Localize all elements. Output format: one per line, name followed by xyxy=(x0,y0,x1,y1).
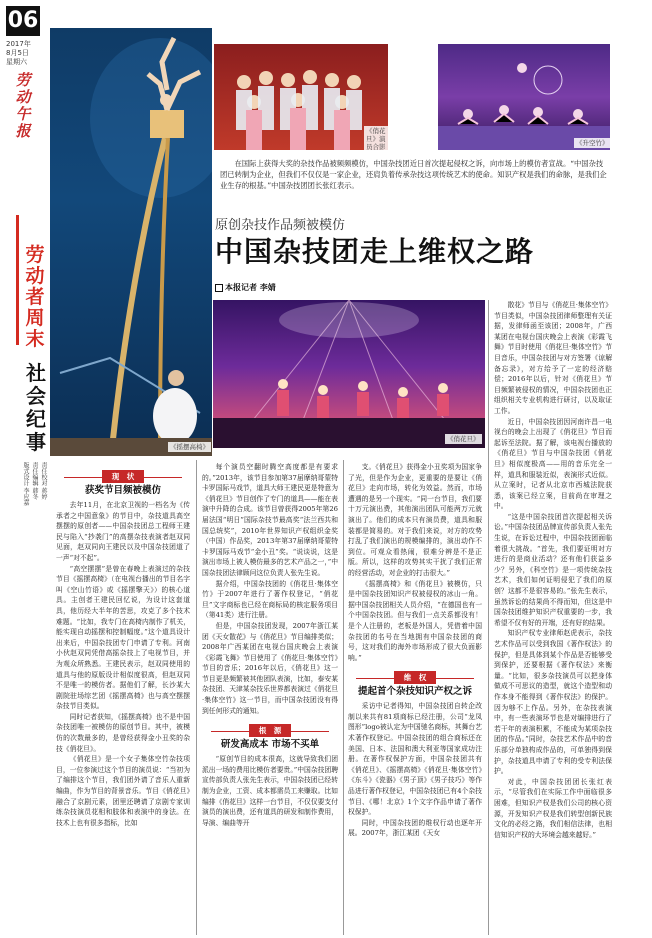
section-name-char: 事 xyxy=(26,430,46,454)
date-weekday: 星期六 xyxy=(6,58,27,66)
section-status xyxy=(56,464,190,497)
section-root-cause xyxy=(202,718,338,751)
column-title-char: 动 xyxy=(25,265,45,287)
column-divider xyxy=(488,300,489,935)
column-title-char: 劳 xyxy=(25,244,45,266)
byline-box-icon xyxy=(215,284,223,292)
column-3 xyxy=(348,462,482,839)
paragraph: 散花》节目与《俏花旦·集体空竹》节目类似，中国杂技团律师整理有关证据，发律师函至该团；2008年，广西某团在电视台国庆晚会上表演《彩霞飞舞》节目时使用《俏花旦·集体空竹》节目音乐，中国杂技团与对方签署《谅解备忘录》，对方给予了一定的经济赔偿；2016年以后，针对《俏花旦》节目频繁被侵权的情况，中国杂技团也正组织相关专业机构进行研讨，以及取证工作。 xyxy=(494,301,612,415)
paragraph: 《俏花旦》是一个女子集体空竹杂技项目，一位参演过这个节目的演员说：“当初为了编排这个节目，我们团外请了音乐人重新编曲，作为节目的背景音乐。节目《俏花旦》融合了京剧元素，团里还聘请了京剧专家训练杂技演员花相和肢体和表演中的身法。在技术上也有很多指标，比如 xyxy=(56,755,190,827)
section-title: 提起首个杂技知识产权之诉 xyxy=(357,686,472,698)
editor-credit: 版式设计 李应嘉 xyxy=(22,462,29,506)
date-year: 2017年 xyxy=(6,40,31,48)
kicker: 原创杂技作品频被模仿 xyxy=(215,218,346,233)
photo-performance xyxy=(213,300,485,448)
caption-performance: 《俏花旦》 xyxy=(447,435,480,443)
paragraph: 但是，中国杂技团发现，2007年浙江某团《天女散花》与《俏花旦》节目编排类似；2008年广西某团在电视台国庆晚会上表演《彩霞飞舞》节目使用了《俏花旦·集体空竹》节目的音乐；2016年以后，《俏花旦》这一节目更是频繁被其他团队表演，比如，泰安某杂技团、天津某杂技乐世界都表演过《俏花旦·集体空竹》这一节目，而中国杂技团没有得到任何形式的通知。 xyxy=(202,621,338,715)
editor-credit: 责任编辑 韩冬 xyxy=(31,462,38,500)
paragraph: 采访中记者得知，中国杂技团自转企改制以来共有81项商标已经注册，公司“龙凤图形”logo被认定为中国驰名商标，其舞台艺术著作权登记。中国杂技团的组合商标还在美国、日本、法国和澳大利亚等国家成功注册。在著作权保护方面，中国杂技团共有《俏花旦》、《摇摆高椅》《俏花旦·集体空竹》《东斗》《瓷器》《男子顶》《男子技巧》等作品进行著作权登记，中国杂技团已有4个杂技节目、《哪！北京》1个文字作品申请了著作权保护。 xyxy=(348,702,482,817)
column-divider xyxy=(343,460,344,935)
intro-paragraph: 在国际上获得大奖的杂技作品被频频模仿，中国杂技团近日首次提起侵权之诉，向市场上的模仿者宣战。“中国杂技团已转制为企业，但我们不仅仅是一家企业，还肩负着传承杂技这项传统艺术的使命。知识产权是我们的命脉，是我们企业生存的根基。”中国杂技团团长张红表示。 xyxy=(220,159,607,190)
column-title-char: 周 xyxy=(25,307,45,329)
caption-diabolo: 《升空竹》 xyxy=(576,139,609,147)
paragraph: 近日，中国杂技团因河南许昌一电视台的晚会上出现了《俏花旦》节目而起诉至法院。据了解，该电视台播放的《俏花旦》节目与中国杂技团《俏花旦》相似度极高——用的音乐完全一样，道具和服装近似，表演形式近似。从立案时，记者从北京市西城法院获悉，该案已经立案，目前尚在审理之中。 xyxy=(494,417,612,511)
page-number: 06 xyxy=(6,6,40,36)
byline-row xyxy=(215,282,335,293)
paragraph: 去年11月，在北京卫视的一档名为《传承者之中国意象》的节目中，杂技道具高空摆摆的原创者——中国杂技团总工程师王建民与陷入“抄袭门”的高摆杂技表演者赵双同见面，赵双同向王建民以及中国杂技团道了一声“对不起”。 xyxy=(56,501,190,562)
paragraph: 知识产权专业律师赵虎表示，杂技艺术作品可以受到我国《著作权法》的保护，但是具体到某个作品是否能够受到保护，还要根据《著作权法》来衡量。“比如，很多杂技演员可以把身体做成不可思议的造型，就这个造型和动作本身不能得到《著作权法》的保护。因为够不上作品。另外，在杂技表演中，有一些表演环节也是对编排进行了若干年的表演积累，不能成为某项杂技团的作品。”同时，杂技艺术作品中的音乐部分单独构成作品的，可单独得到保护，杂技道具申请了专利的受专利法保护。 xyxy=(494,629,612,776)
section-name-char: 会 xyxy=(26,384,46,408)
caption-cast: 《俏花旦》演员合影 xyxy=(364,126,388,150)
section-title: 获奖节目频被模仿 xyxy=(84,485,161,496)
section-label: 维 权 xyxy=(394,671,437,684)
paragraph: 同时记者获知，《摇摆高椅》也不是中国杂技团唯一被模仿的原创节目。其中，被模仿的次数最多的，是曾经获得金小丑奖的杂技《俏花旦》。 xyxy=(56,712,190,753)
masthead-logo xyxy=(14,72,32,140)
paragraph: 每个演员空翻时腾空高度都是有要求的。”2013年，该节目参加第37届摩纳哥蒙特卡罗国际马戏节，道具大师王建民更是特意为《俏花旦》节目创作了专门的道具——能在表演中升降的合成。该节目曾获得2005年第26届法国“明日”国际杂技节最高奖“法兰西共和国总统奖”，2010年世界知识产权组织金奖（中国）作品奖，2013年第37届摩纳哥蒙特卡罗国际马戏节“金小丑”奖。“说谈说，这是演出市场上被人模仿最多的艺术产品之一，”中国杂技团法律顾问这位负责人张先生说。 xyxy=(202,463,339,577)
paragraph: 据介绍，中国杂技团的《俏花旦·集体空竹》于2007年进行了著作权登记，“俏花旦”文字商标也已经在商标局的核定服务项目（第41类）进行注册。 xyxy=(202,579,338,620)
paragraph: 《摇摆高椅》和《俏花旦》被模仿，只是中国杂技团知识产权被侵权的冰山一角。据中国杂技团相关人员介绍，“在德国也有一个中国杂技团。但与我们一点关系都没有！是个人注册的，老板是外国人，凭借着中国杂技团的名号在当地拥有中国杂技团的商号，这对我们的海外市场形成了很大负面影响。” xyxy=(348,579,482,662)
red-divider xyxy=(16,215,19,345)
byline: 本报记者 李婧 xyxy=(225,283,276,292)
editor-credit: 责任校对 蒋婷 xyxy=(40,462,47,500)
column-divider xyxy=(196,460,197,935)
section-name-char: 纪 xyxy=(26,407,46,431)
section-rights-protection xyxy=(348,665,482,698)
column-1 xyxy=(56,462,190,828)
cast-illustration xyxy=(214,44,388,150)
performance-illustration xyxy=(213,300,485,448)
section-name-char: 社 xyxy=(26,361,46,385)
paragraph: “高空摆摆”是曾在春晚上表演过的杂技节目《摇摆高椅》（在电视台播出的节目名字叫《空山竹语》或《摇摆擎天》）的核心道具。主创者王建民回忆说，为设计这套道具，他历经大半年的苦思，攻克了多个技术难题。“比如，我专门在高椅内制作了机关，能实现自动摇摆和控制幅度。”这个道具设计出来后，中国杂技团专门申请了专利。河南小伙赵双同凭借高摇杂技上了电视节目，并为观众所熟悉。王建民表示，赵双同使用的道具与他的原版设计相似度很高，但赵双同不是唯一的模仿者。据他们了解，长沙某大剧院驻场综艺团《摇摆高椅》也与高空摆摆杂技节目类似。 xyxy=(56,564,190,711)
paragraph: “这是中国杂技团首次提起相关诉讼。”中国杂技团品牌宣传部负责人张先生说，在诉讼过程中，中国杂技团面临着很大挑战。“首先，我们要证明对方进行的是商业活动？还有他们获益多少？另外，《科空竹》是一项传统杂技艺术，我们如何证明侵犯了我们的原创？这都不是很容易的。”张先生表示，虽然诉讼的结果尚不得而知，但这是中国杂技团维护知识产权重要的一步，我希望不仅有好的开端，还有好的结果。 xyxy=(494,512,612,627)
masthead-char: 劳 xyxy=(15,71,31,89)
photo-swing-chair xyxy=(50,28,212,456)
paragraph: “原创节目的成本很高，这就导致我们团派出一场的费用比模仿者要贵。”中国杂技团聘宣传部负责人张先生表示，中国杂技团已经转制为企业，工资、成本都需员工来赚取。比如编排《俏花旦》这样一台节目，不仅仅要支付演员的演出费，还有道具的研发和制作费用，导演、编曲等开 xyxy=(202,755,339,827)
section-title: 研发高成本 市场不买单 xyxy=(220,739,320,751)
paragraph: 对此，中国杂技团团长张红表示，“尽管我们在实际工作中面临很多困难，但知识产权是我们公司的核心资源，开发知识产权是我们转型创新民族文化的必经之路，我们相信法律，也相信知识产权的大环境会越来越好。” xyxy=(494,777,612,839)
photo-diabolo xyxy=(438,44,610,150)
photo-cast xyxy=(214,44,388,150)
issue-date xyxy=(6,40,46,67)
section-label: 根 源 xyxy=(249,724,292,737)
masthead-char: 动 xyxy=(15,88,31,106)
editor-credits xyxy=(22,462,47,506)
section-label: 现 状 xyxy=(102,470,145,483)
paragraph: 支。《俏花旦》获得金小丑奖项为国家争了光，但是作为企业，更重要的是要让《俏花旦》走向市场，转化为效益。然而，市场遭遇的是另一个现实。“同一台节目，我们要十万元演出费，其他演出团队可能两万元就演出了。他们的成本只有演员费，道具和服装都是简易的。对于我们来说，对方的攻势打乱了我们演出的规模编排的，演出动作不到位。可观众看热闹，很难分辨是不是正版。所以，这样的攻势其实干扰了我们正常的经营活动，对企业的打击很大。” xyxy=(348,463,482,577)
section-name xyxy=(24,362,48,454)
acrobat-pole-illustration xyxy=(50,28,212,456)
column-2 xyxy=(202,462,338,828)
column-4 xyxy=(494,300,612,840)
paragraph: 同时，中国杂技团的维权行动也逐年开展。2007年，浙江某团《天女 xyxy=(348,818,482,838)
column-title xyxy=(24,245,46,350)
masthead-char: 午 xyxy=(15,105,31,123)
diabolo-illustration xyxy=(438,44,610,150)
column-title-char: 者 xyxy=(25,286,45,308)
column-title-char: 末 xyxy=(25,328,45,350)
caption-swing-chair: 《摇摆高椅》 xyxy=(170,443,209,451)
masthead-char: 报 xyxy=(15,122,31,140)
date-day: 8月5日 xyxy=(6,49,29,57)
headline: 中国杂技团走上维权之路 xyxy=(215,235,535,268)
